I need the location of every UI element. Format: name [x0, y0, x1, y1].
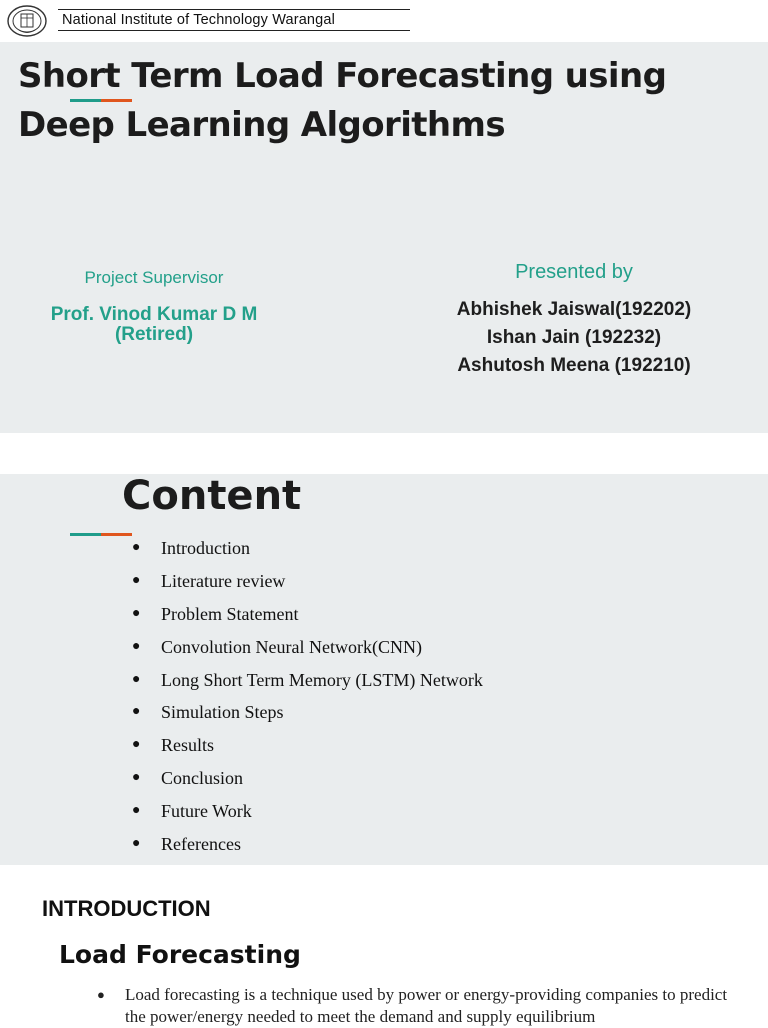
table-of-contents: [132, 537, 483, 866]
supervisor-label: Project Supervisor: [84, 268, 224, 287]
introduction-heading: INTRODUCTION: [42, 896, 211, 921]
bullet-icon: ●: [132, 770, 141, 786]
toc-item: [132, 701, 483, 734]
header-rule-top: [58, 9, 410, 10]
title-accent-bar: [70, 99, 132, 102]
toc-item: [132, 833, 483, 866]
toc-item-label: Introduction: [161, 538, 250, 558]
toc-item-label: References: [161, 834, 241, 855]
toc-item: [132, 800, 483, 833]
bullet-icon: ●: [132, 704, 141, 720]
intro-bullet-text: Load forecasting is a technique used by power or energy-providing companies to predict the power/energy needed to meet the demand and supply equilibrium: [125, 985, 728, 1026]
toc-item: [132, 570, 483, 603]
bullet-icon: ●: [132, 638, 141, 654]
presenter-item: Ashutosh Meena (192210): [457, 355, 691, 376]
toc-item-label: Results: [161, 735, 215, 756]
institute-name: National Institute of Technology Warangal: [62, 12, 335, 28]
toc-item-label: Simulation Steps: [161, 702, 284, 723]
supervisor-name-line-1: Prof. Vinod Kumar D M: [50, 304, 258, 325]
bullet-icon: ●: [132, 540, 141, 555]
title-slide: [0, 42, 768, 433]
presenter-item: Abhishek Jaiswal(192202): [456, 299, 692, 320]
supervisor-name: [44, 305, 264, 345]
bullet-icon: ●: [132, 605, 141, 621]
presented-by-label: Presented by: [515, 261, 633, 283]
toc-item: [132, 537, 483, 570]
supervisor-name-line-2: (Retired): [114, 324, 194, 345]
toc-item-label: Long Short Term Memory (LSTM) Network: [161, 669, 483, 690]
bullet-icon: ●: [132, 671, 141, 687]
toc-item: [132, 669, 483, 702]
toc-item-label: Future Work: [161, 801, 252, 822]
nitw-seal-icon: [6, 4, 48, 38]
presenter-item: Ishan Jain (192232): [486, 327, 662, 348]
load-forecasting-heading: Load Forecasting: [59, 940, 301, 969]
content-title: Content: [122, 473, 302, 519]
toc-item-label: Problem Statement: [161, 603, 299, 624]
toc-item: [132, 636, 483, 669]
bullet-icon: ●: [97, 987, 105, 1002]
presenter-list: [434, 296, 714, 380]
title-line-1: Short Term Load Forecasting using: [18, 56, 667, 96]
toc-item-label: Literature review: [161, 570, 286, 591]
toc-item-label: Conclusion: [161, 768, 244, 789]
bullet-icon: ●: [132, 572, 141, 588]
toc-item: [132, 603, 483, 636]
toc-item: [132, 734, 483, 767]
toc-item: [132, 767, 483, 800]
bullet-icon: ●: [132, 803, 141, 819]
header-rule-bottom: [58, 30, 410, 31]
institute-header: [0, 0, 418, 42]
toc-item-label: Convolution Neural Network(CNN): [161, 636, 422, 657]
content-slide: [0, 474, 768, 865]
content-accent-bar: [70, 533, 132, 536]
title-line-2: Deep Learning Algorithms: [18, 105, 506, 145]
bullet-icon: ●: [132, 836, 141, 852]
bullet-icon: ●: [132, 737, 141, 753]
